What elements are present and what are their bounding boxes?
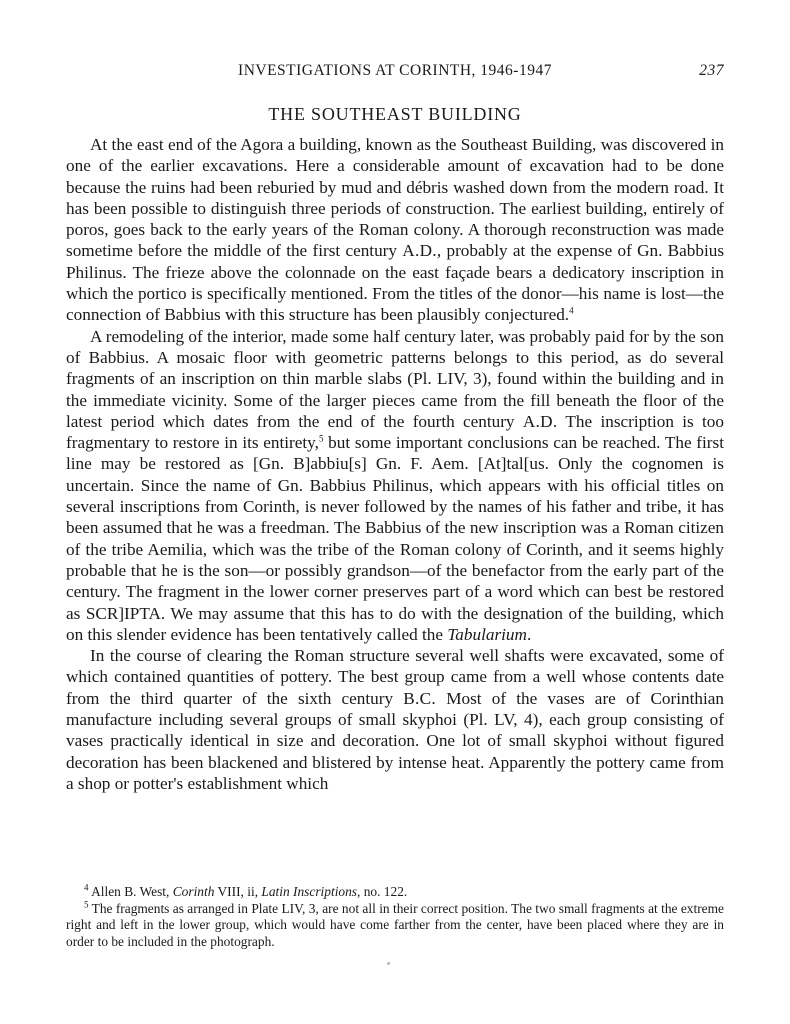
p3-text-a: In the course of clearing the Roman structure several well shafts were excavated, some of which contained quantities of pottery. The best group came from a well whose contents date from the third quarter of the sixth century bbox=[66, 646, 724, 708]
p3-era-bc: B.C. bbox=[403, 688, 437, 708]
paragraph-2 bbox=[66, 326, 724, 645]
paragraph-1 bbox=[66, 134, 724, 326]
running-title: INVESTIGATIONS AT CORINTH, 1946-1947 bbox=[238, 62, 552, 79]
fn4-text-b: VIII, ii, bbox=[214, 884, 262, 899]
running-head bbox=[66, 62, 724, 86]
p1-era-ad: A.D. bbox=[402, 241, 437, 261]
p3-text-b: Most of the vases are of Corinthian manufacture including several groups of small skyphoi (Pl. LV, 4), each group consisting of vases practically identical in size and decoration. One lot of small skyphoi without figured decoration has been blackened and blistered by intense heat. Apparently the pottery came from a shop or potter's establishment which bbox=[66, 688, 724, 793]
footnotes bbox=[66, 884, 724, 950]
p2-era-ad: A.D. bbox=[522, 411, 558, 431]
fn5-text: The fragments as arranged in Plate LIV, 3, are not all in their correct position. The two small fragments at the extreme right and left in the lower group, which would have come farther from the center, have been placed where they are in order to be included in the photograph. bbox=[66, 900, 724, 949]
paragraph-3 bbox=[66, 645, 724, 794]
p2-text-b: The inscription is too fragmentary to restore in its entirety, bbox=[66, 411, 724, 453]
footnote-ref-4: 4 bbox=[569, 305, 574, 316]
fn4-text-a: Allen B. West, bbox=[88, 884, 173, 899]
p1-text-a: At the east end of the Agora a building, known as the Southeast Building, was discovered in one of the earlier excavations. Here a considerable amount of excavation had to be done because the ruins had been reburied by mud and débris washed down from the modern road. It has been possible to distinguish three periods of construction. The earliest building, entirely of poros, goes back to the early years of the Roman colony. A thorough reconstruction was made sometime before the middle of the first century bbox=[66, 135, 724, 261]
footnote-4-num: 4 bbox=[84, 882, 89, 893]
fn4-work: Corinth bbox=[172, 884, 215, 899]
p2-text-d: . bbox=[526, 624, 532, 644]
p2-tabularium: Tabularium bbox=[447, 624, 527, 644]
p2-text-a: A remodeling of the interior, made some half century later, was probably paid for by the son of Babbius. A mosaic floor with geometric patterns belongs to this period, as do several fragments of an inscription on thin marble slabs (Pl. LIV, 3), found within the building and in the immediate vicinity. Some of the larger pieces came from the fill beneath the floor of the latest period which dates from the end of the fourth century bbox=[66, 326, 724, 431]
fn4-subtitle: Latin Inscriptions bbox=[261, 884, 358, 899]
section-title: THE SOUTHEAST BUILDING bbox=[268, 104, 522, 124]
page-number: 237 bbox=[699, 62, 724, 79]
p1-text-b: , probably at the expense of Gn. Babbius Philinus. The frieze above the colonnade on the east façade bears a dedicatory inscription in which the portico is specifically mentioned. From the titles of the donor—his name is lost—the connection of Babbius with this structure has been plausibly conjectured. bbox=[66, 241, 725, 325]
footnote-4 bbox=[66, 884, 724, 901]
footnote-5 bbox=[66, 901, 724, 951]
page-speck bbox=[387, 962, 390, 965]
fn4-text-c: , no. 122. bbox=[357, 884, 408, 899]
footnote-5-num: 5 bbox=[84, 899, 89, 910]
p2-text-c: but some important conclusions can be reached. The first line may be restored as [Gn. B]abbiu[s] Gn. F. Aem. [At]tal[us. Only the cognomen is uncertain. Since the name of Gn. Babbius Philinus, which appears with his official titles on several inscriptions from Corinth, is never followed by the names of his father and tribe, it has been assumed that he was a freedman. The Babbius of the new inscription was a Roman citizen of the tribe Aemilia, which was the tribe of the Roman colony of Corinth, and it seems highly probable that he is the son—or possibly grandson—of the benefactor from the early part of the century. The fragment in the lower corner preserves part of a word which can best be restored as SCR]IPTA. We may assume that this has to do with the designation of the building, which on this slender evidence has been tentatively called the bbox=[66, 433, 724, 644]
body-text bbox=[66, 134, 724, 794]
footnote-ref-5: 5 bbox=[318, 433, 324, 444]
